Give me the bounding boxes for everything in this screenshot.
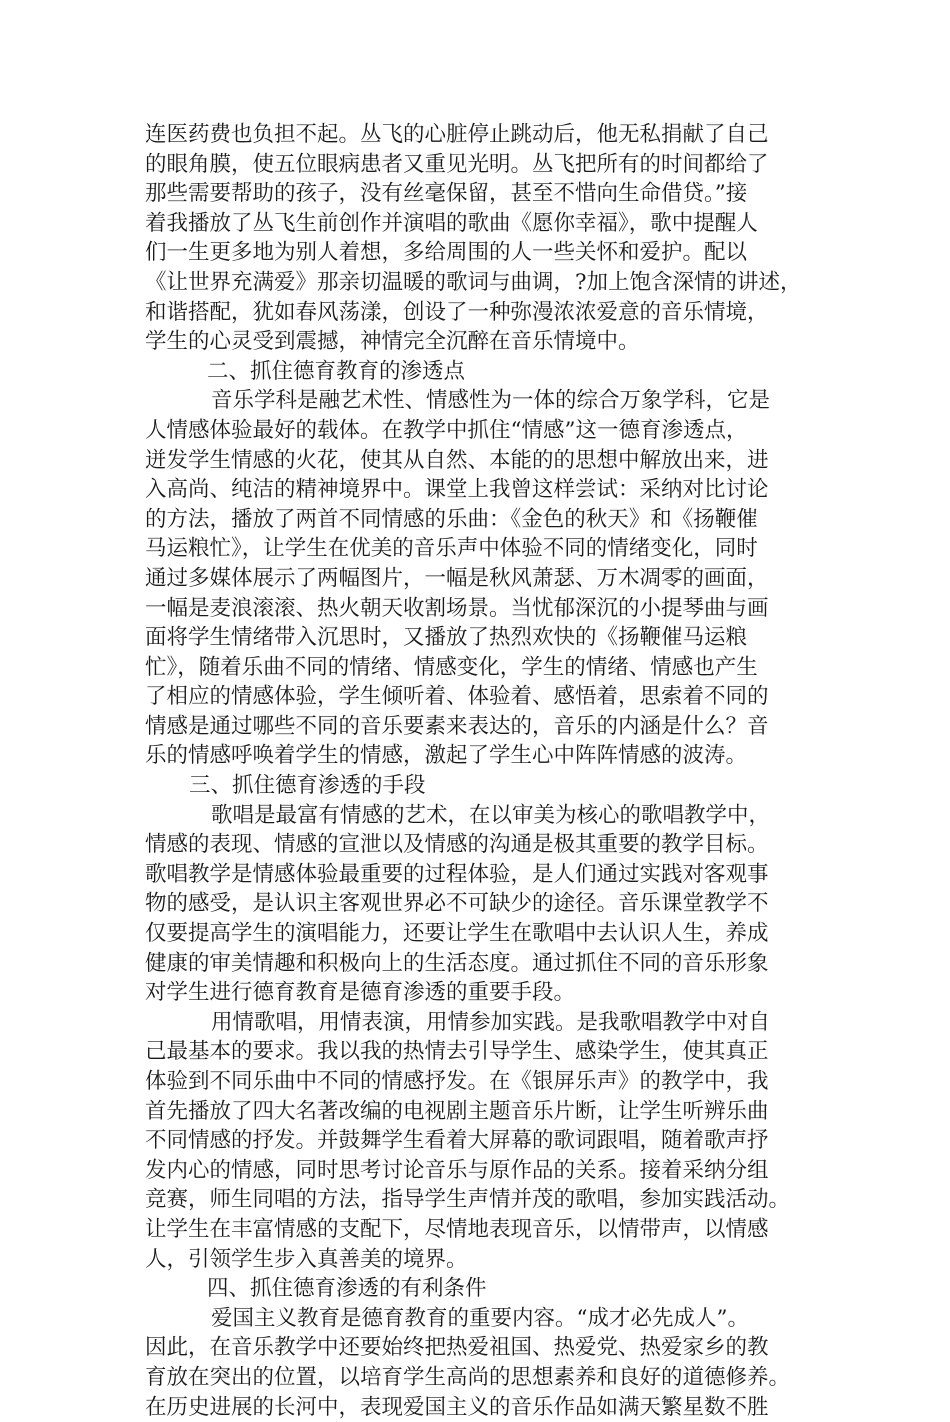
document-body: [145, 120, 815, 1422]
text-line: 让学生在丰富情感的支配下，尽情地表现音乐，以情带声，以情感: [145, 1216, 769, 1242]
text-line: 通过多媒体展示了两幅图片，一幅是秋风萧瑟、万木凋零的画面，: [145, 565, 769, 591]
text-line: 竞赛，师生同唱的方法，指导学生声情并茂的歌唱，参加实践活动。: [145, 1187, 791, 1213]
text-line: 入高尚、纯洁的精神境界中。课堂上我曾这样尝试：采纳对比讨论: [145, 477, 769, 503]
text-line: 面将学生情绪带入沉思时，又播放了热烈欢快的《扬鞭催马运粮: [145, 625, 748, 651]
text-line: 人，引领学生步入真善美的境界。: [145, 1246, 468, 1272]
text-line: 马运粮忙》，让学生在优美的音乐声中体验不同的情绪变化，同时: [145, 536, 758, 562]
text-line: 学生的心灵受到震撼，神情完全沉醉在音乐情境中。: [145, 329, 640, 355]
text-line: 情感是通过哪些不同的音乐要素来表达的，音乐的内涵是什么？音: [145, 713, 769, 739]
text-line: 育放在突出的位置，以培育学生高尚的思想素养和良好的道德修养。: [145, 1364, 791, 1390]
text-line: 己最基本的要求。我以我的热情去引导学生、感染学生，使其真正: [145, 1039, 769, 1065]
text-line: 那些需要帮助的孩子，没有丝毫保留，甚至不惜向生命借贷。”接: [145, 181, 748, 207]
text-line: 首先播放了四大名著改编的电视剧主题音乐片断，让学生听辨乐曲: [145, 1098, 769, 1124]
text-line: 们一生更多地为别人着想，多给周围的人一些关怀和爱护。配以: [145, 240, 748, 266]
text-line: 情感的表现、情感的宣泄以及情感的沟通是极其重要的教学目标。: [145, 832, 769, 858]
text-line: 迸发学生情感的火花，使其从自然、本能的的思想中解放出来，进: [145, 447, 769, 473]
text-line: 体验到不同乐曲中不同的情感抒发。在《银屏乐声》的教学中，我: [145, 1069, 769, 1094]
text-line: 的方法，播放了两首不同情感的乐曲：《金色的秋天》和《扬鞭催: [145, 506, 758, 532]
text-line: 了相应的情感体验，学生倾听着、体验着、感悟着，思索着不同的: [145, 684, 769, 710]
text-line: 歌唱是最富有情感的艺术，在以审美为核心的歌唱教学中，: [211, 802, 771, 828]
text-line: 爱国主义教育是德育教育的重要内容。“成才必先成人”。: [211, 1305, 749, 1331]
text-line: 连医药费也负担不起。丛飞的心脏停止跳动后，他无私捐献了自己: [145, 122, 769, 147]
text-line: 在历史进展的长河中，表现爱国主义的音乐作品如满天繁星数不胜: [145, 1394, 769, 1420]
text-line: 和谐搭配，犹如春风荡漾，创设了一种弥漫浓浓爱意的音乐情境，: [145, 299, 769, 325]
text-line: 乐的情感呼唤着学生的情感，激起了学生心中阵阵情感的波涛。: [145, 743, 748, 769]
section-heading-4: 四、抓住德育渗透的有利条件: [207, 1276, 487, 1302]
text-line: 对学生进行德育教育是德育渗透的重要手段。: [145, 980, 576, 1006]
text-line: 不同情感的抒发。并鼓舞学生看着大屏幕的歌词跟唱，随着歌声抒: [145, 1128, 769, 1154]
text-line: 歌唱教学是情感体验最重要的过程体验，是人们通过实践对客观事: [145, 861, 769, 887]
text-line: 健康的审美情趣和积极向上的生活态度。通过抓住不同的音乐形象: [145, 950, 769, 976]
text-line: 因此，在音乐教学中还要始终把热爱祖国、热爱党、热爱家乡的教: [145, 1335, 769, 1361]
text-line: 一幅是麦浪滚滚、热火朝天收割场景。当忧郁深沉的小提琴曲与画: [145, 595, 769, 621]
text-line: 发内心的情感，同时思考讨论音乐与原作品的关系。接着采纳分组: [145, 1157, 769, 1183]
text-line: 仅要提高学生的演唱能力，还要让学生在歌唱中去认识人生，养成: [145, 921, 769, 947]
section-heading-3: 三、抓住德育渗透的手段: [189, 773, 426, 799]
text-line: 的眼角膜，使五位眼病患者又重见光明。丛飞把所有的时间都给了: [145, 151, 769, 177]
text-line: 着我播放了丛飞生前创作并演唱的歌曲《愿你幸福》，歌中提醒人: [145, 210, 758, 236]
section-heading-2: 二、抓住德育教育的渗透点: [207, 358, 466, 384]
text-line: 物的感受，是认识主客观世界必不可缺少的途径。音乐课堂教学不: [145, 891, 769, 917]
text-line: 《让世界充满爱》那亲切温暖的歌词与曲调，?加上饱含深情的讲述，: [145, 269, 802, 295]
text-line: 人情感体验最好的载体。在教学中抓住“情感”这一德育渗透点，: [145, 417, 748, 443]
text-line: 音乐学科是融艺术性、情感性为一体的综合万象学科，它是: [211, 388, 771, 414]
text-line: 用情歌唱，用情表演，用情参加实践。是我歌唱教学中对自: [211, 1009, 771, 1035]
text-line: 忙》，随着乐曲不同的情绪、情感变化，学生的情绪、情感也产生: [145, 654, 758, 680]
